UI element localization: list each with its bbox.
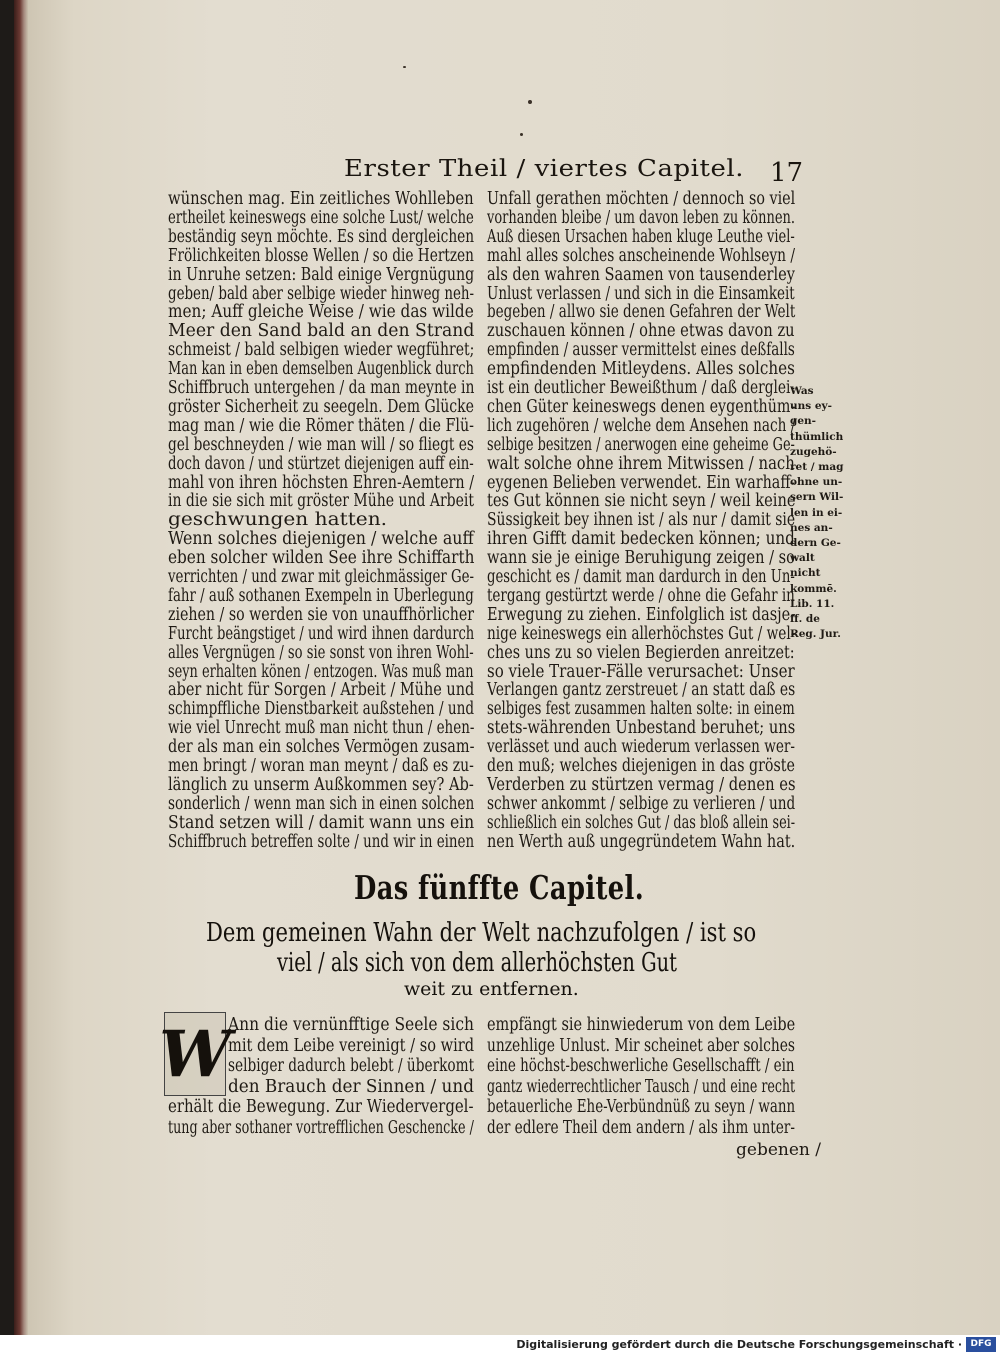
- text-line: walt solche ohne ihrem Mitwissen / nach: [487, 453, 795, 474]
- margin-note-line: ret / mag: [790, 461, 844, 473]
- margin-note-line: dern Ge-: [790, 537, 841, 549]
- text-line: geschicht es / damit man dardurch in den Un-: [487, 567, 795, 587]
- text-line: Ann die vernünfftige Seele sich: [228, 1015, 474, 1035]
- footer-credit: Digitalisierung gefördert durch die Deutsche Forschungsgemeinschaft ·: [516, 1338, 962, 1351]
- text-line: men bringt / woran man meynt / daß es zu-: [168, 756, 474, 776]
- text-line: men; Auff gleiche Weise / wie das wilde: [168, 302, 474, 323]
- text-line: eygenen Belieben verwendet. Ein warhaff-: [487, 472, 795, 493]
- text-line: Meer den Sand bald an den Strand: [168, 321, 475, 342]
- text-line: Erwegung zu ziehen. Einfolglich ist dasje-: [487, 604, 796, 625]
- text-line: selbiges fest zusammen halten solte: in einem: [487, 699, 795, 720]
- text-line: Unfall gerathen möchten / dennoch so viel: [487, 189, 796, 209]
- text-line: Schiffbruch betreffen solte / und wir in einen: [168, 831, 475, 852]
- text-line: nige keineswegs ein allerhöchstes Gut / wel-: [487, 623, 796, 644]
- chapter-title: Das fünffte Capitel.: [354, 868, 645, 907]
- margin-note-line: Reg. Jur.: [790, 628, 841, 641]
- page-edge: [14, 0, 28, 1335]
- chapter-subtitle-line: Dem gemeinen Wahn der Welt nachzufolgen / ist so: [206, 918, 757, 948]
- margin-note-line: uns ey-: [790, 400, 832, 413]
- text-line: Schiffbruch untergehen / da man meynte in: [168, 378, 475, 398]
- text-line: betauerliche Ehe-Verbündnüß zu seyn / wann: [487, 1097, 796, 1117]
- text-line: geben/ bald aber selbige wieder hinweg neh-: [168, 283, 475, 304]
- running-head: Erster Theil / viertes Capitel.: [344, 156, 745, 182]
- text-line: der edlere Theil dem andern / als ihm unter-: [487, 1117, 795, 1138]
- margin-note-line: sern Wil-: [790, 491, 844, 504]
- text-line: empfängt sie hinwiederum von dem Leibe: [487, 1015, 796, 1035]
- margin-note-line: walt: [790, 552, 815, 565]
- text-line: wann sie je einige Beruhigung zeigen / so: [487, 548, 795, 569]
- text-line: Unlust verlassen / und sich in die Einsamkeit: [487, 283, 795, 304]
- text-line: lich zugehören / welche dem Ansehen nach /: [487, 415, 796, 436]
- margin-note-line: Was: [790, 385, 814, 397]
- text-line: alles Vergnügen / so sie sonst von ihren Wohl-: [168, 642, 474, 663]
- text-line: nen Werth auß ungegründetem Wahn hat.: [487, 831, 796, 852]
- chapter-subtitle-line: weit zu entfernen.: [404, 978, 579, 1000]
- text-line: mahl alles solches anscheinende Wohlseyn /: [487, 245, 796, 266]
- text-line: eine höchst-beschwerliche Gesellschafft / ein: [487, 1056, 795, 1076]
- text-line: tergang gestürtzt werde / ohne die Gefahr in: [487, 585, 795, 606]
- text-line: Man kan in eben demselben Augenblick durch: [168, 359, 474, 380]
- text-line: begeben / allwo sie denen Gefahren der Welt: [487, 302, 796, 323]
- text-line: ches uns zu so vielen Begierden anreitzet:: [487, 642, 795, 663]
- page-number: 17: [770, 158, 804, 188]
- text-line: mag man / wie die Römer thäten / die Flü-: [168, 415, 474, 436]
- drop-cap-initial: W: [164, 1012, 226, 1096]
- text-line: seyn erhalten könen / entzogen. Was muß man: [168, 661, 474, 682]
- text-line: in Unruhe setzen: Bald einige Vergnügung: [168, 264, 475, 285]
- text-line: ist ein deutlicher Beweißthum / daß derglei-: [487, 378, 796, 398]
- text-line: Frölichkeiten blosse Wellen / so die Hertzen: [168, 245, 474, 266]
- text-line: mahl von ihren höchsten Ehren-Aemtern /: [168, 472, 475, 493]
- margin-note-line: ohne un-: [790, 476, 843, 489]
- text-line: geschwungen hatten.: [168, 510, 388, 531]
- text-line: selbiger dadurch belebt / überkomt: [228, 1056, 475, 1076]
- text-line: den muß; welches diejenigen in das gröste: [487, 756, 795, 776]
- text-line: beständig seyn möchte. Es sind dergleichen: [168, 226, 475, 247]
- margin-note-line: nes an-: [790, 521, 833, 534]
- text-line: gel beschneyden / wie man will / so fliegt es: [168, 434, 474, 455]
- text-line: chen Güter keineswegs denen eygenthüm-: [487, 396, 796, 417]
- text-line: tung aber sothaner vortrefflichen Geschencke /: [168, 1117, 474, 1138]
- margin-note-line: nicht: [790, 567, 821, 580]
- paper-spot: [520, 133, 523, 136]
- text-line: länglich zu unserm Außkommen sey? Ab-: [168, 774, 474, 795]
- text-line: schwer ankommt / selbige zu verlieren / und: [487, 793, 796, 814]
- margin-note-line: len in ei-: [790, 506, 843, 519]
- text-line: selbige besitzen / anerwogen eine geheime Ge-: [487, 434, 795, 455]
- margin-note-line: kommē.: [790, 582, 837, 595]
- text-line: gröster Sicherheit zu seegeln. Dem Glücke: [168, 396, 474, 417]
- text-line: Verderben zu stürtzen vermag / denen es: [487, 774, 796, 795]
- text-line: verlässet und auch wiederum verlassen wer-: [487, 737, 795, 758]
- text-line: ziehen / so werden sie von unauffhörlicher: [168, 604, 475, 625]
- text-line: stets-währenden Unbestand beruhet; uns: [487, 718, 796, 739]
- text-line: schmeist / bald selbigen wieder wegführet;: [168, 340, 475, 361]
- chapter-subtitle-line: viel / als sich von dem allerhöchsten Gut: [277, 948, 678, 978]
- text-line: fahr / auß sothanen Exempeln in Uberlegung: [168, 585, 474, 606]
- margin-note-line: gen-: [790, 415, 817, 428]
- text-line: schimpffliche Dienstbarkeit außstehen / und: [168, 699, 475, 720]
- text-line: ertheilet keineswegs eine solche Lust/ welche: [168, 207, 474, 228]
- margin-note-line: thümlich: [790, 430, 844, 443]
- text-line: Auß diesen Ursachen haben kluge Leuthe viel-: [487, 226, 795, 247]
- text-line: sonderlich / wenn man sich in einen solchen: [168, 793, 475, 814]
- dfg-logo: DFG: [966, 1337, 996, 1352]
- text-line: Stand setzen will / damit wann uns ein: [168, 812, 475, 833]
- text-line: verrichten / und zwar mit gleichmässiger Ge-: [168, 567, 475, 587]
- text-line: empfindenden Mitleydens. Alles solches: [487, 359, 795, 380]
- text-line: mit dem Leibe vereinigt / so wird: [228, 1035, 475, 1056]
- text-line: wünschen mag. Ein zeitliches Wohlleben: [168, 189, 474, 209]
- margin-note-line: zugehö-: [790, 445, 837, 458]
- text-line: zuschauen können / ohne etwas davon zu: [487, 321, 795, 342]
- margin-note-line: Lib. 11.: [790, 597, 835, 610]
- text-line: erhält die Bewegung. Zur Wiedervergel-: [168, 1097, 474, 1117]
- margin-note-line: ff. de: [790, 613, 820, 625]
- text-line: schließlich ein solches Gut / das bloß allein sei-: [487, 812, 796, 833]
- text-line: als den wahren Saamen von tausenderley: [487, 264, 796, 285]
- text-line: ihren Gifft damit bedecken können; und: [487, 529, 795, 550]
- text-line: eben solcher wilden See ihre Schiffarth: [168, 548, 475, 569]
- text-line: wie viel Unrecht muß man nicht thun / ehen-: [168, 718, 475, 739]
- text-line: so viele Trauer-Fälle verursachet: Unser: [487, 661, 795, 682]
- text-line: unzehlige Unlust. Mir scheinet aber solches: [487, 1035, 795, 1056]
- text-line: Furcht beängstiget / und wird ihnen dardurch: [168, 623, 475, 644]
- text-line: Süssigkeit bey ihnen ist / als nur / damit sie: [487, 510, 796, 531]
- text-line: Verlangen gantz zerstreuet / an statt daß es: [487, 680, 796, 701]
- text-line: vorhanden bleibe / um davon leben zu können.: [487, 207, 795, 228]
- text-line: doch davon / und stürtzet diejenigen auff ein-: [168, 453, 474, 474]
- text-line: in die sie sich mit gröster Mühe und Arbeit: [168, 491, 474, 512]
- text-line: der als man ein solches Vermögen zusam-: [168, 737, 475, 758]
- paper-spot: [528, 100, 532, 104]
- text-line: Wenn solches diejenigen / welche auff: [168, 529, 474, 550]
- paper-spot: [403, 66, 406, 68]
- text-line: den Brauch der Sinnen / und: [228, 1076, 474, 1097]
- footer-bar: [0, 1335, 1000, 1355]
- text-line: empfinden / ausser vermittelst eines deßfalls: [487, 340, 795, 361]
- text-line: aber nicht für Sorgen / Arbeit / Mühe und: [168, 680, 475, 701]
- text-line: tes Gut können sie nicht seyn / weil keine: [487, 491, 796, 512]
- catchword: gebenen /: [736, 1140, 821, 1160]
- text-line: gantz wiederrechtlicher Tausch / und eine recht: [487, 1076, 796, 1097]
